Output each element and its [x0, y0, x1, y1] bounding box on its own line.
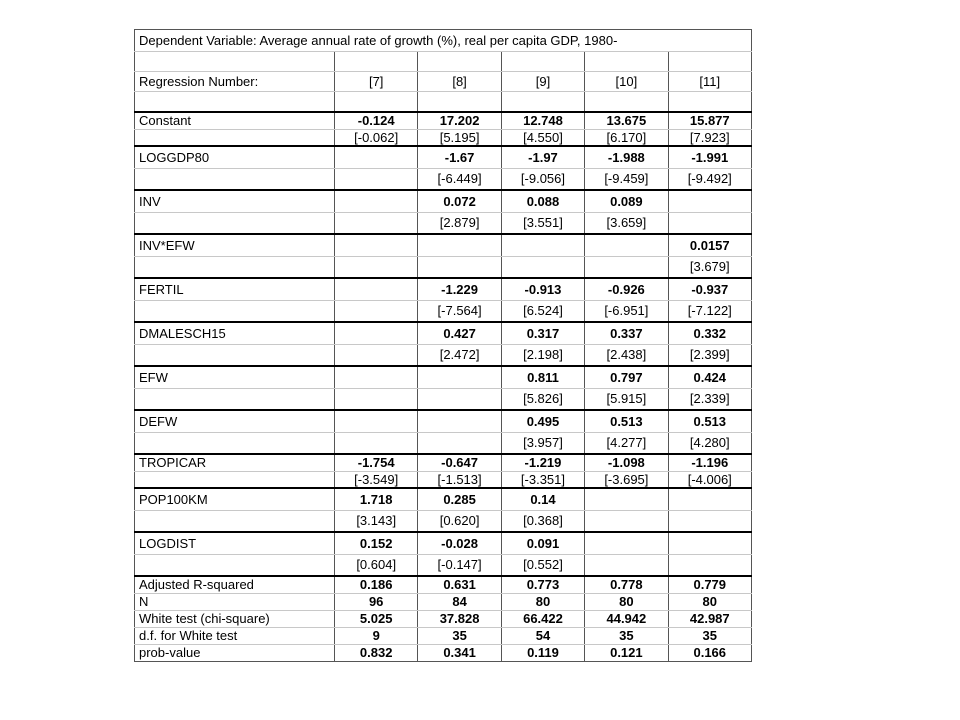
coefficient-cell: 0.424 [668, 366, 751, 388]
coefficient-cell: -1.219 [501, 454, 584, 471]
t-statistic-cell: [5.195] [418, 129, 501, 146]
coefficient-cell [668, 488, 751, 510]
coefficient-cell [418, 366, 501, 388]
variable-name: INV*EFW [135, 234, 335, 256]
statistic-value: 44.942 [585, 610, 668, 627]
t-statistic-cell: [2.879] [418, 212, 501, 234]
statistic-value: 66.422 [501, 610, 584, 627]
statistic-value: 35 [418, 627, 501, 644]
spacer-row [135, 92, 752, 113]
coefficient-cell: -1.67 [418, 146, 501, 168]
t-statistic-cell [418, 388, 501, 410]
coefficient-cell [585, 488, 668, 510]
coefficient-row [135, 532, 752, 554]
t-statistic-cell [335, 300, 418, 322]
t-statistic-cell: [3.957] [501, 432, 584, 454]
statistic-value: 0.186 [335, 576, 418, 593]
t-statistic-cell: [5.915] [585, 388, 668, 410]
t-statistic-cell: [3.659] [585, 212, 668, 234]
t-statistic-cell: [7.923] [668, 129, 751, 146]
coefficient-cell [501, 234, 584, 256]
coefficient-cell: 12.748 [501, 112, 584, 129]
t-statistic-cell: [0.368] [501, 510, 584, 532]
t-statistic-cell: [-3.351] [501, 471, 584, 488]
coefficient-cell: 0.091 [501, 532, 584, 554]
coefficient-cell: -1.754 [335, 454, 418, 471]
t-statistic-cell: [-0.062] [335, 129, 418, 146]
t-statistic-cell [668, 212, 751, 234]
t-statistic-cell: [-6.951] [585, 300, 668, 322]
variable-name: LOGGDP80 [135, 146, 335, 168]
column-header: [10] [585, 72, 668, 92]
statistic-row [135, 627, 752, 644]
variable-name-continued [135, 432, 335, 454]
regression-table [134, 29, 752, 662]
t-statistic-cell: [2.399] [668, 344, 751, 366]
coefficient-cell: -1.97 [501, 146, 584, 168]
t-statistic-row [135, 344, 752, 366]
coefficient-cell: 0.0157 [668, 234, 751, 256]
coefficient-row [135, 146, 752, 168]
coefficient-cell [335, 410, 418, 432]
spacer-row [135, 52, 752, 72]
statistic-value: 9 [335, 627, 418, 644]
t-statistic-cell [335, 344, 418, 366]
statistic-value: 35 [668, 627, 751, 644]
coefficient-cell [668, 532, 751, 554]
statistic-value: 0.778 [585, 576, 668, 593]
coefficient-cell [335, 278, 418, 300]
coefficient-cell: 0.337 [585, 322, 668, 344]
coefficient-cell: -1.196 [668, 454, 751, 471]
statistic-value: 0.119 [501, 644, 584, 661]
variable-name: LOGDIST [135, 532, 335, 554]
regression-number-label: Regression Number: [135, 72, 335, 92]
variable-name-continued [135, 168, 335, 190]
t-statistic-cell: [-9.492] [668, 168, 751, 190]
coefficient-cell: 0.797 [585, 366, 668, 388]
t-statistic-row [135, 388, 752, 410]
coefficient-cell [335, 146, 418, 168]
variable-name-continued [135, 129, 335, 146]
column-header: [9] [501, 72, 584, 92]
t-statistic-cell [335, 212, 418, 234]
coefficient-cell: 0.513 [668, 410, 751, 432]
coefficient-cell [335, 366, 418, 388]
statistic-value: 54 [501, 627, 584, 644]
statistic-row [135, 593, 752, 610]
variable-name: EFW [135, 366, 335, 388]
t-statistic-cell: [2.198] [501, 344, 584, 366]
coefficient-cell [335, 322, 418, 344]
t-statistic-cell: [4.277] [585, 432, 668, 454]
t-statistic-cell [668, 554, 751, 576]
coefficient-row [135, 366, 752, 388]
variable-name: DMALESCH15 [135, 322, 335, 344]
variable-name-continued [135, 344, 335, 366]
coefficient-cell: -0.647 [418, 454, 501, 471]
statistic-name: d.f. for White test [135, 627, 335, 644]
statistic-value: 37.828 [418, 610, 501, 627]
t-statistic-cell: [-7.564] [418, 300, 501, 322]
t-statistic-cell: [0.620] [418, 510, 501, 532]
statistic-row [135, 610, 752, 627]
t-statistic-cell [585, 554, 668, 576]
variable-name: FERTIL [135, 278, 335, 300]
statistic-name: White test (chi-square) [135, 610, 335, 627]
t-statistic-cell [585, 256, 668, 278]
coefficient-cell: 1.718 [335, 488, 418, 510]
coefficient-cell: -1.229 [418, 278, 501, 300]
t-statistic-row [135, 432, 752, 454]
coefficient-cell: -1.098 [585, 454, 668, 471]
coefficient-row [135, 410, 752, 432]
coefficient-cell [418, 234, 501, 256]
coefficient-cell: 0.072 [418, 190, 501, 212]
statistic-value: 84 [418, 593, 501, 610]
statistic-value: 80 [585, 593, 668, 610]
statistic-row [135, 644, 752, 661]
statistic-value: 35 [585, 627, 668, 644]
t-statistic-cell: [2.339] [668, 388, 751, 410]
t-statistic-cell: [2.472] [418, 344, 501, 366]
variable-name-continued [135, 471, 335, 488]
statistic-value: 96 [335, 593, 418, 610]
coefficient-cell [585, 234, 668, 256]
t-statistic-row [135, 300, 752, 322]
variable-name-continued [135, 510, 335, 532]
statistic-value: 80 [501, 593, 584, 610]
t-statistic-cell [668, 510, 751, 532]
t-statistic-cell: [4.550] [501, 129, 584, 146]
coefficient-cell: 0.152 [335, 532, 418, 554]
statistic-value: 0.779 [668, 576, 751, 593]
t-statistic-cell: [0.604] [335, 554, 418, 576]
t-statistic-row [135, 510, 752, 532]
statistic-value: 0.832 [335, 644, 418, 661]
coefficient-cell: 0.14 [501, 488, 584, 510]
t-statistic-cell: [0.552] [501, 554, 584, 576]
t-statistic-cell: [5.826] [501, 388, 584, 410]
statistic-value: 0.773 [501, 576, 584, 593]
coefficient-cell: 0.811 [501, 366, 584, 388]
t-statistic-cell: [-6.449] [418, 168, 501, 190]
statistic-value: 0.166 [668, 644, 751, 661]
coefficient-cell [335, 190, 418, 212]
t-statistic-row [135, 129, 752, 146]
t-statistic-cell: [6.170] [585, 129, 668, 146]
column-header: [11] [668, 72, 751, 92]
regression-number-row [135, 72, 752, 92]
t-statistic-cell [335, 432, 418, 454]
t-statistic-cell: [-9.056] [501, 168, 584, 190]
t-statistic-row [135, 212, 752, 234]
statistic-name: Adjusted R-squared [135, 576, 335, 593]
coefficient-cell: 0.332 [668, 322, 751, 344]
coefficient-cell: -1.988 [585, 146, 668, 168]
coefficient-cell: 0.495 [501, 410, 584, 432]
coefficient-cell: 0.513 [585, 410, 668, 432]
t-statistic-cell [418, 256, 501, 278]
coefficient-cell: 15.877 [668, 112, 751, 129]
table-title: Dependent Variable: Average annual rate of growth (%), real per capita GDP, 1980- [135, 30, 752, 52]
variable-name-continued [135, 300, 335, 322]
coefficient-cell [668, 190, 751, 212]
variable-name: Constant [135, 112, 335, 129]
variable-name-continued [135, 212, 335, 234]
coefficient-row [135, 322, 752, 344]
t-statistic-cell: [3.551] [501, 212, 584, 234]
coefficient-cell: 0.088 [501, 190, 584, 212]
t-statistic-row [135, 256, 752, 278]
variable-name-continued [135, 388, 335, 410]
statistic-value: 0.341 [418, 644, 501, 661]
statistic-name: N [135, 593, 335, 610]
title-row [135, 30, 752, 52]
t-statistic-cell: [6.524] [501, 300, 584, 322]
coefficient-cell: -0.913 [501, 278, 584, 300]
coefficient-cell: -0.028 [418, 532, 501, 554]
variable-name: POP100KM [135, 488, 335, 510]
coefficient-cell: 0.427 [418, 322, 501, 344]
t-statistic-cell [418, 432, 501, 454]
coefficient-cell: 17.202 [418, 112, 501, 129]
coefficient-cell: -0.124 [335, 112, 418, 129]
statistic-value: 5.025 [335, 610, 418, 627]
coefficient-row [135, 488, 752, 510]
t-statistic-cell: [-9.459] [585, 168, 668, 190]
statistic-row [135, 576, 752, 593]
statistic-name: prob-value [135, 644, 335, 661]
coefficient-row [135, 278, 752, 300]
t-statistic-row [135, 168, 752, 190]
t-statistic-cell: [3.679] [668, 256, 751, 278]
t-statistic-cell: [-3.695] [585, 471, 668, 488]
t-statistic-cell [335, 256, 418, 278]
t-statistic-cell: [-7.122] [668, 300, 751, 322]
column-header: [7] [335, 72, 418, 92]
t-statistic-cell: [-4.006] [668, 471, 751, 488]
coefficient-row [135, 190, 752, 212]
coefficient-cell: 0.089 [585, 190, 668, 212]
t-statistic-cell: [2.438] [585, 344, 668, 366]
t-statistic-cell: [-3.549] [335, 471, 418, 488]
variable-name-continued [135, 256, 335, 278]
t-statistic-row [135, 471, 752, 488]
coefficient-cell: 13.675 [585, 112, 668, 129]
coefficient-cell: -0.926 [585, 278, 668, 300]
t-statistic-cell [585, 510, 668, 532]
coefficient-cell [585, 532, 668, 554]
t-statistic-cell: [3.143] [335, 510, 418, 532]
coefficient-cell: -1.991 [668, 146, 751, 168]
variable-name: DEFW [135, 410, 335, 432]
coefficient-cell [418, 410, 501, 432]
t-statistic-cell: [4.280] [668, 432, 751, 454]
coefficient-cell: 0.285 [418, 488, 501, 510]
t-statistic-row [135, 554, 752, 576]
t-statistic-cell [335, 388, 418, 410]
coefficient-cell [335, 234, 418, 256]
statistic-value: 80 [668, 593, 751, 610]
statistic-value: 0.121 [585, 644, 668, 661]
coefficient-row [135, 234, 752, 256]
coefficient-cell: 0.317 [501, 322, 584, 344]
column-header: [8] [418, 72, 501, 92]
variable-name: TROPICAR [135, 454, 335, 471]
t-statistic-cell [335, 168, 418, 190]
t-statistic-cell: [-1.513] [418, 471, 501, 488]
variable-name-continued [135, 554, 335, 576]
variable-name: INV [135, 190, 335, 212]
coefficient-cell: -0.937 [668, 278, 751, 300]
coefficient-row [135, 454, 752, 471]
statistic-value: 0.631 [418, 576, 501, 593]
t-statistic-cell [501, 256, 584, 278]
coefficient-row [135, 112, 752, 129]
regression-table-sheet [134, 29, 751, 662]
statistic-value: 42.987 [668, 610, 751, 627]
t-statistic-cell: [-0.147] [418, 554, 501, 576]
